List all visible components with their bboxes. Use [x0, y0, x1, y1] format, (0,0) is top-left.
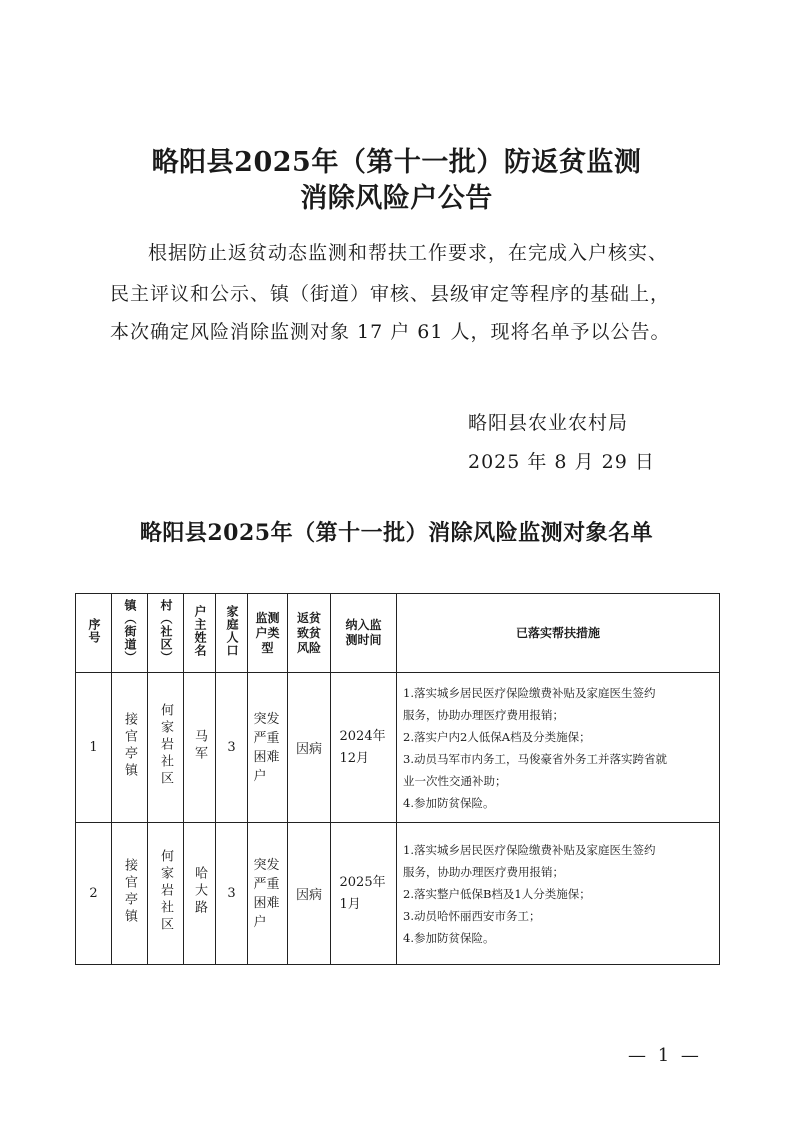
measure-line: 1.落实城乡居民医疗保险缴费补贴及家庭医生签约 [403, 685, 656, 700]
measure-line: 服务，协助办理医疗费用报销； [403, 864, 564, 879]
table-row [76, 823, 720, 965]
cell-pop: 3 [216, 673, 248, 823]
header-pop: 家庭人口 [216, 594, 248, 673]
cell-no: 1 [76, 673, 112, 823]
paragraph-line-1: 根据防止返贫动态监测和帮扶工作要求，在完成入户核实、 [148, 242, 669, 264]
monitoring-table [75, 593, 720, 965]
measure-line: 业一次性交通补助； [403, 773, 507, 788]
cell-town: 接官亭镇 [112, 823, 148, 965]
notice-title-line2: 消除风险户公告 [300, 183, 493, 214]
cell-village: 何家岩社区 [148, 823, 184, 965]
cell-type: 突发严重困难户 [248, 823, 288, 965]
cell-type: 突发严重困难户 [248, 673, 288, 823]
measure-line: 2.落实户内2人低保A档及分类施保； [403, 729, 591, 744]
cell-pop: 3 [216, 823, 248, 965]
header-measures: 已落实帮扶措施 [397, 594, 720, 673]
paragraph-line-3: 本次确定风险消除监测对象 17 户 61 人，现将名单予以公告。 [110, 321, 671, 343]
cell-head: 哈大路 [184, 823, 216, 965]
cell-measures [397, 673, 720, 823]
measure-line: 4.参加防贫保险。 [403, 930, 495, 945]
cell-risk: 因病 [288, 823, 331, 965]
measure-line: 3.动员马军市内务工，马俊豪省外务工并落实跨省就 [403, 751, 667, 766]
signature-date: 2025 年 8 月 29 日 [468, 451, 655, 473]
measure-line: 1.落实城乡居民医疗保险缴费补贴及家庭医生签约 [403, 842, 656, 857]
measure-line: 3.动员哈怀丽西安市务工； [403, 908, 541, 923]
page-number: — 1 — [628, 1045, 702, 1066]
paragraph-line-2: 民主评议和公示、镇（街道）审核、县级审定等程序的基础上， [110, 283, 671, 305]
table-title: 略阳县2025年（第十一批）消除风险监测对象名单 [139, 520, 654, 546]
cell-risk: 因病 [288, 673, 331, 823]
cell-head: 马军 [184, 673, 216, 823]
table-row [76, 673, 720, 823]
cell-time: 2024年12月 [331, 673, 397, 823]
notice-title-line1: 略阳县2025年（第十一批）防返贫监测 [151, 147, 642, 178]
measure-line: 4.参加防贫保险。 [403, 795, 495, 810]
header-village: 村（社区） [148, 594, 184, 673]
header-risk: 返贫致贫风险 [288, 594, 331, 673]
header-head: 户主姓名 [184, 594, 216, 673]
header-no: 序号 [76, 594, 112, 673]
cell-no: 2 [76, 823, 112, 965]
measure-line: 服务，协助办理医疗费用报销； [403, 707, 564, 722]
measure-line: 2.落实整户低保B档及1人分类施保； [403, 886, 591, 901]
cell-measures [397, 823, 720, 965]
cell-town: 接官亭镇 [112, 673, 148, 823]
header-time: 纳入监测时间 [331, 594, 397, 673]
cell-village: 何家岩社区 [148, 673, 184, 823]
table-header-row [76, 594, 720, 673]
signature-org: 略阳县农业农村局 [468, 412, 629, 434]
header-type: 监测户类型 [248, 594, 288, 673]
header-town: 镇（街道） [112, 594, 148, 673]
cell-time: 2025年1月 [331, 823, 397, 965]
